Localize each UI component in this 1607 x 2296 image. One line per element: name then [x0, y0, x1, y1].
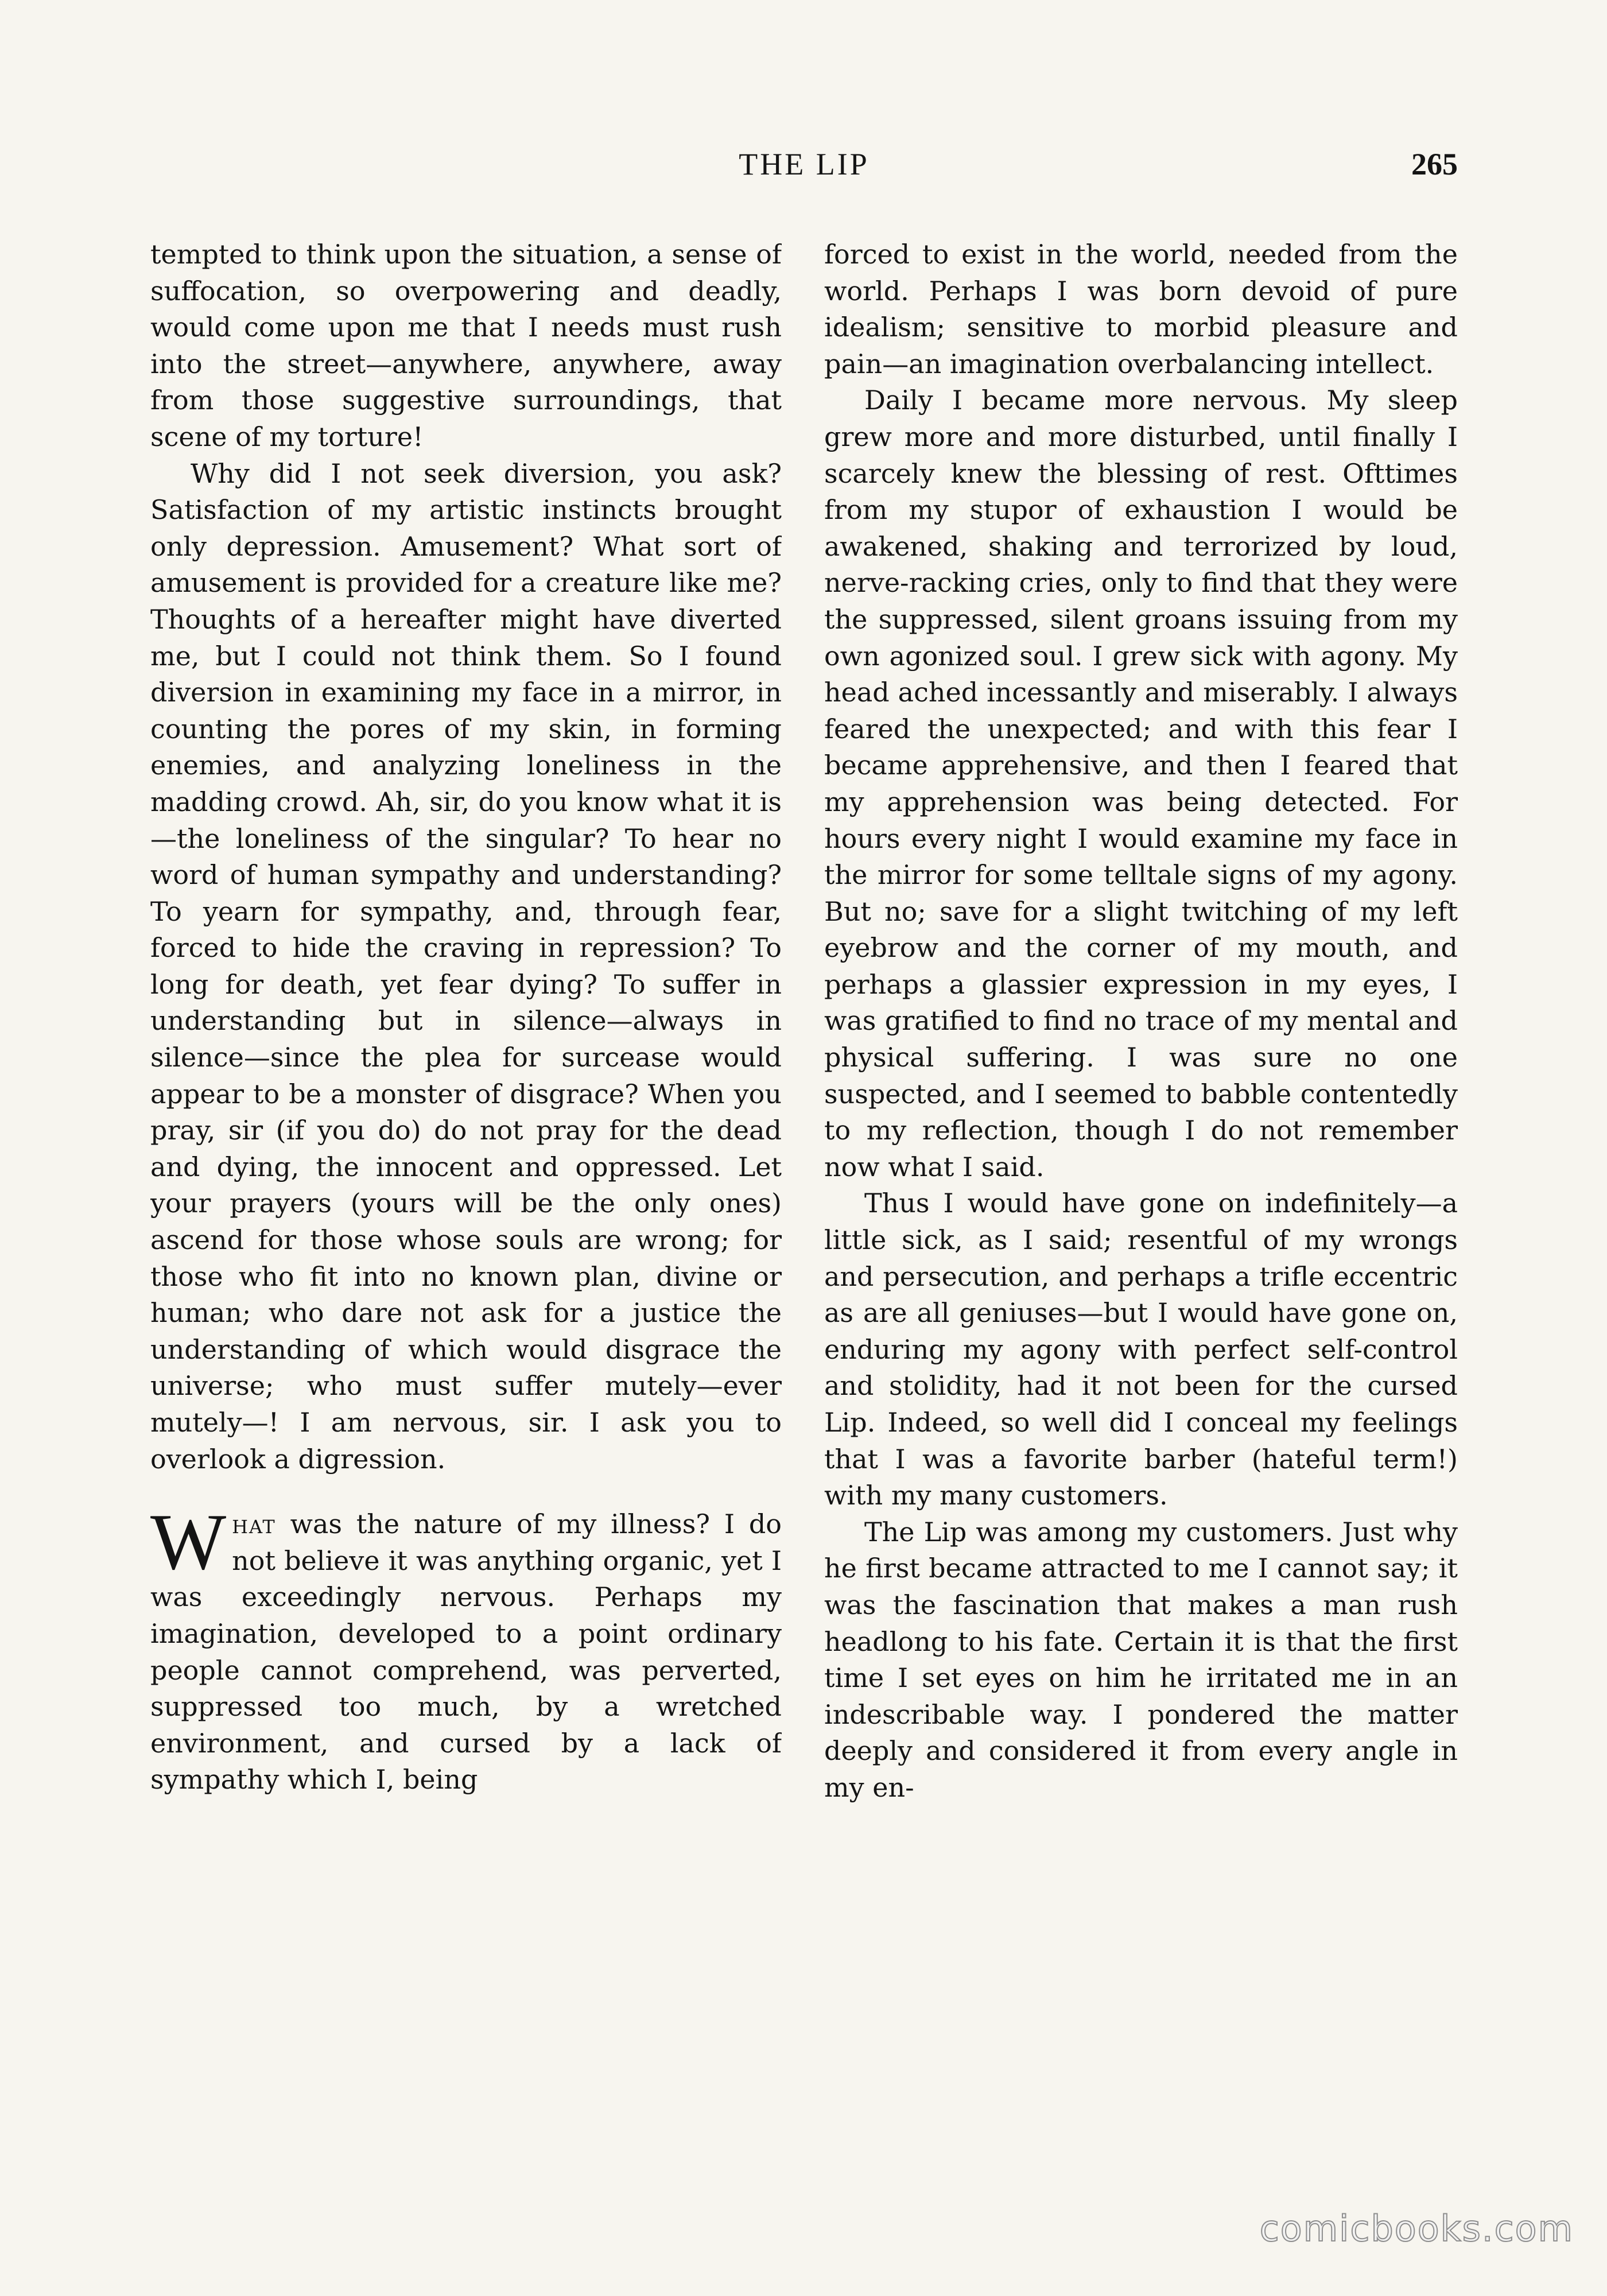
page-header — [150, 141, 1458, 187]
section-paragraph — [150, 1498, 782, 1798]
paragraph: forced to exist in the world, needed from the world. Perhaps I was born devoid of pure idealism; sensitive to morbid pleasure and pain—an imagination overbalancing intellect. — [824, 239, 1458, 379]
drop-cap: W — [150, 1498, 227, 1587]
left-column — [150, 236, 782, 2234]
running-title: THE LIP — [739, 147, 870, 181]
paragraph-text: was the nature of my illness? I do not believe it was anything organic, yet I was exceedingly nervous. Perhaps my imagination, developed to a point ordinary people cannot comprehend, was perverted, suppressed too much, by a wretched environment, and cursed by a lack of sympathy which I, being — [150, 1508, 782, 1795]
paragraph: Daily I became more nervous. My sleep grew more and more disturbed, until finally I scarcely knew the blessing of rest. Ofttimes from my stupor of exhaustion I would be awakened, shaking and terrorized by loud, nerve-racking cries, only to find that they were the suppressed, silent groans issuing from my own agonized soul. I grew sick with agony. My head ached incessantly and miserably. I always feared the unexpected; and with this fear I became apprehensive, and then I feared that my apprehension was being detected. For hours every night I would examine my face in the mirror for some telltale signs of my agony. But no; save for a slight twitching of my left eyebrow and the corner of my mouth, and perhaps a glassier expression in my eyes, I was gratified to find no trace of my mental and physical suffering. I was sure no one suspected, and I seemed to babble contentedly to my reflection, though I do not remember now what I said. — [824, 385, 1458, 1182]
page-number: 265 — [1411, 147, 1458, 181]
paragraph: The Lip was among my customers. Just why he first became attracted to me I cannot say; it was the fascination that makes a man rush headlong to his fate. Certain it is that the first time I set eyes on him he irritated me in an indescribable way. I pondered the matter deeply and considered it from every angle in my en- — [824, 1516, 1458, 1803]
small-caps-lead: hat — [232, 1508, 276, 1540]
paragraph: Why did I not seek diversion, you ask? Satisfaction of my artistic instincts brought only depression. Amusement? What sort of amusement is provided for a creature like me? Thoughts of a hereafter might have diverted me, but I could not think them. So I found diversion in examining my face in a mirror, in counting the pores of my skin, in forming enemies, and analyzing loneliness in the madding crowd. Ah, sir, do you know what it is—the loneliness of the singular? To hear no word of human sympathy and understanding? To yearn for sympathy, and, through fear, forced to hide the craving in repression? To long for death, yet fear dying? To suffer in understanding but in silence—always in silence—since the plea for surcease would appear to be a monster of disgrace? When you pray, sir (if you do) do not pray for the dead and dying, the innocent and oppressed. Let your prayers (yours will be the only ones) ascend for those whose souls are wrong; for those who fit into no known plan, divine or human; who dare not ask for a justice the understanding of which would disgrace the universe; who must suffer mutely—ever mutely—! I am nervous, sir. I ask you to overlook a digression. — [150, 457, 782, 1475]
paragraph: Thus I would have gone on indefinitely—a little sick, as I said; resentful of my wrongs and persecution, and perhaps a trifle eccentric as are all geniuses—but I would have gone on, enduring my agony with perfect self-control and stolidity, had it not been for the cursed Lip. Indeed, so well did I conceal my feelings that I was a favorite barber (hateful term!) with my many customers. — [824, 1188, 1458, 1511]
watermark: comicbooks.com — [1259, 2208, 1574, 2250]
right-column — [824, 236, 1458, 2234]
paragraph: tempted to think upon the situation, a sense of suffocation, so overpowering and deadly, would come upon me that I needs must rush into the street—anywhere, anywhere, away from those suggestive surroundings, that scene of my torture! — [150, 239, 782, 452]
